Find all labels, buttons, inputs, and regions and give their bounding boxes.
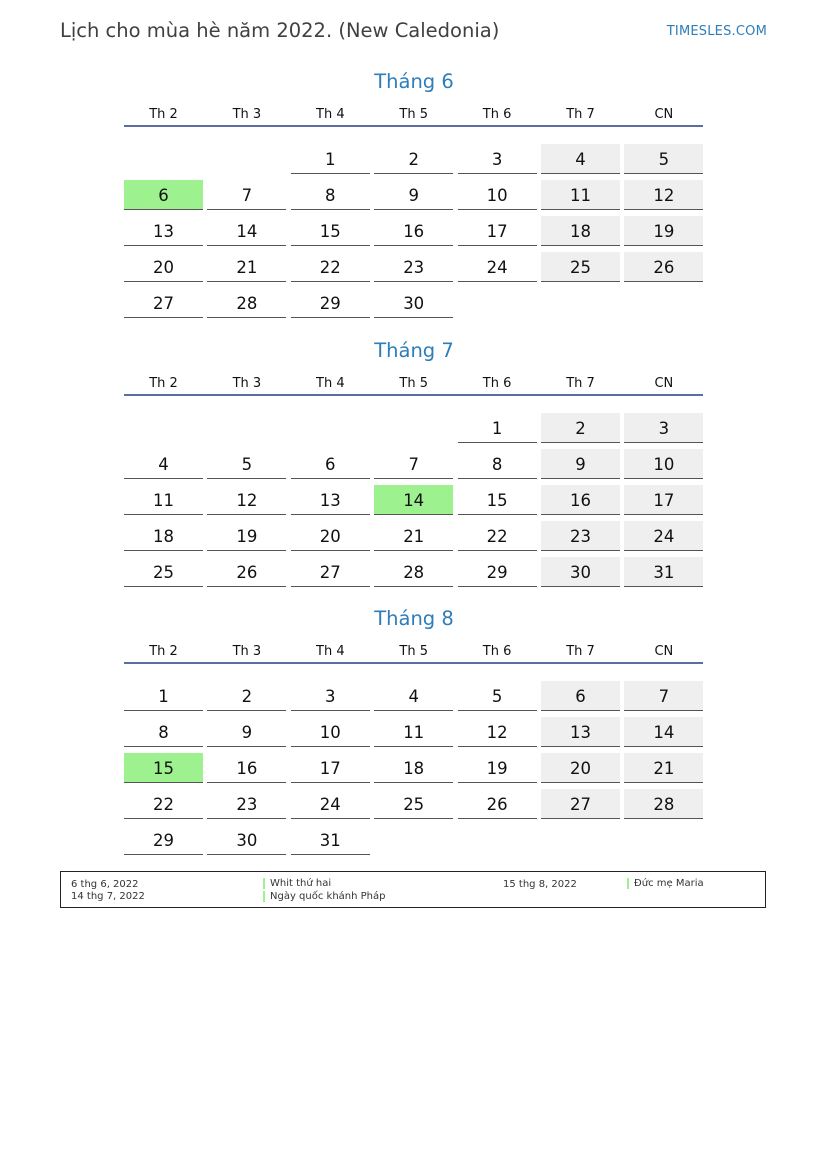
day-cell: 11	[124, 485, 203, 515]
day-cell: 28	[374, 557, 453, 587]
weekday-header	[124, 107, 704, 127]
day-cell: 24	[291, 789, 370, 819]
day-cell-holiday: 6	[124, 180, 203, 210]
day-cell: 13	[124, 216, 203, 246]
day-cell-holiday: 14	[374, 485, 453, 515]
day-cell: 4	[124, 449, 203, 479]
day-cell: 28	[207, 288, 286, 318]
day-cell: 16	[207, 753, 286, 783]
day-cell: 9	[541, 449, 620, 479]
day-cell: 8	[458, 449, 537, 479]
day-cell: 29	[291, 288, 370, 318]
weekday-label: CN	[654, 376, 674, 391]
weekday-label: Th 5	[399, 107, 428, 122]
day-cell: 30	[207, 825, 286, 855]
day-cell: 15	[458, 485, 537, 515]
day-cell: 5	[207, 449, 286, 479]
day-cell: 29	[124, 825, 203, 855]
day-cell: 15	[291, 216, 370, 246]
day-cell: 13	[291, 485, 370, 515]
weekday-label: Th 7	[566, 376, 595, 391]
day-cell: 4	[374, 681, 453, 711]
month-title: Tháng 8	[374, 607, 454, 630]
day-cell: 25	[541, 252, 620, 282]
day-cell: 27	[291, 557, 370, 587]
day-cell: 11	[541, 180, 620, 210]
day-cell: 18	[374, 753, 453, 783]
day-cell: 21	[374, 521, 453, 551]
weekday-label: Th 5	[399, 376, 428, 391]
day-cell: 13	[541, 717, 620, 747]
day-cell: 20	[541, 753, 620, 783]
holiday-legend	[60, 871, 766, 908]
day-cell: 1	[458, 413, 537, 443]
day-cell: 7	[624, 681, 703, 711]
day-cell: 7	[374, 449, 453, 479]
day-cell: 26	[624, 252, 703, 282]
day-cell: 18	[124, 521, 203, 551]
weekday-label: Th 6	[482, 376, 512, 391]
day-cell: 6	[541, 681, 620, 711]
day-cell: 30	[374, 288, 453, 318]
day-cell: 14	[624, 717, 703, 747]
weekday-label: Th 4	[316, 644, 345, 659]
day-cell: 17	[624, 485, 703, 515]
day-cell: 12	[624, 180, 703, 210]
day-cell: 22	[124, 789, 203, 819]
day-cell: 12	[458, 717, 537, 747]
day-cell: 3	[458, 144, 537, 174]
weekday-label: Th 5	[399, 644, 428, 659]
day-cell: 3	[291, 681, 370, 711]
day-cell: 9	[374, 180, 453, 210]
day-cell: 25	[374, 789, 453, 819]
weekday-label: Th 7	[566, 644, 595, 659]
day-cell: 2	[374, 144, 453, 174]
day-cell: 25	[124, 557, 203, 587]
day-cell: 23	[207, 789, 286, 819]
weekday-label: Th 4	[316, 376, 345, 391]
legend-holiday-name: Đức mẹ Maria	[627, 878, 704, 889]
day-cell: 28	[624, 789, 703, 819]
day-cell: 23	[541, 521, 620, 551]
legend-holiday-name: Ngày quốc khánh Pháp	[263, 891, 386, 902]
day-cell: 6	[291, 449, 370, 479]
day-cell: 17	[291, 753, 370, 783]
day-cell: 9	[207, 717, 286, 747]
day-cell: 20	[291, 521, 370, 551]
month-title: Tháng 7	[374, 339, 454, 362]
day-cell: 19	[458, 753, 537, 783]
weekday-label: Th 7	[566, 107, 595, 122]
day-cell: 2	[207, 681, 286, 711]
day-cell: 19	[624, 216, 703, 246]
day-cell: 27	[541, 789, 620, 819]
day-cell: 12	[207, 485, 286, 515]
day-cell: 14	[207, 216, 286, 246]
weekday-label: Th 2	[149, 376, 178, 391]
day-cell: 16	[541, 485, 620, 515]
day-cell: 21	[207, 252, 286, 282]
month-title: Tháng 6	[374, 70, 454, 93]
legend-date: 14 thg 7, 2022	[71, 891, 145, 902]
day-cell: 19	[207, 521, 286, 551]
legend-date: 6 thg 6, 2022	[71, 879, 139, 890]
day-cell: 4	[541, 144, 620, 174]
day-cell: 23	[374, 252, 453, 282]
day-cell: 26	[207, 557, 286, 587]
day-cell: 10	[624, 449, 703, 479]
weekday-label: Th 4	[316, 107, 345, 122]
weekday-rule	[124, 125, 703, 127]
weekday-label: CN	[654, 644, 674, 659]
weekday-label: Th 6	[482, 107, 512, 122]
weekday-label: Th 3	[232, 644, 262, 659]
day-cell: 5	[458, 681, 537, 711]
day-cell: 1	[124, 681, 203, 711]
day-cell: 10	[458, 180, 537, 210]
day-cell: 31	[291, 825, 370, 855]
page-title: Lịch cho mùa hè năm 2022. (New Caledonia)	[60, 19, 500, 42]
day-cell: 10	[291, 717, 370, 747]
day-cell: 26	[458, 789, 537, 819]
day-cell: 22	[458, 521, 537, 551]
day-cell: 31	[624, 557, 703, 587]
weekday-rule	[124, 394, 703, 396]
weekday-label: Th 2	[149, 107, 178, 122]
day-cell: 5	[624, 144, 703, 174]
day-cell: 22	[291, 252, 370, 282]
day-cell: 3	[624, 413, 703, 443]
weekday-label: Th 3	[232, 376, 262, 391]
day-cell: 2	[541, 413, 620, 443]
day-cell: 24	[458, 252, 537, 282]
weekday-label: Th 2	[149, 644, 178, 659]
day-cell: 21	[624, 753, 703, 783]
day-cell: 27	[124, 288, 203, 318]
day-cell: 18	[541, 216, 620, 246]
legend-holiday-name: Whit thứ hai	[263, 878, 331, 889]
day-cell: 24	[624, 521, 703, 551]
weekday-rule	[124, 662, 703, 664]
site-link[interactable]: TIMESLES.COM	[666, 24, 767, 39]
day-cell: 11	[374, 717, 453, 747]
day-cell: 16	[374, 216, 453, 246]
day-cell: 1	[291, 144, 370, 174]
day-cell: 7	[207, 180, 286, 210]
day-cell: 20	[124, 252, 203, 282]
day-cell: 8	[291, 180, 370, 210]
weekday-header	[124, 644, 704, 664]
day-cell: 30	[541, 557, 620, 587]
day-cell: 17	[458, 216, 537, 246]
weekday-label: Th 6	[482, 644, 512, 659]
weekday-label: CN	[654, 107, 674, 122]
day-cell: 29	[458, 557, 537, 587]
legend-date: 15 thg 8, 2022	[503, 879, 577, 890]
day-cell: 8	[124, 717, 203, 747]
day-cell-holiday: 15	[124, 753, 203, 783]
weekday-header	[124, 376, 704, 396]
weekday-label: Th 3	[232, 107, 262, 122]
